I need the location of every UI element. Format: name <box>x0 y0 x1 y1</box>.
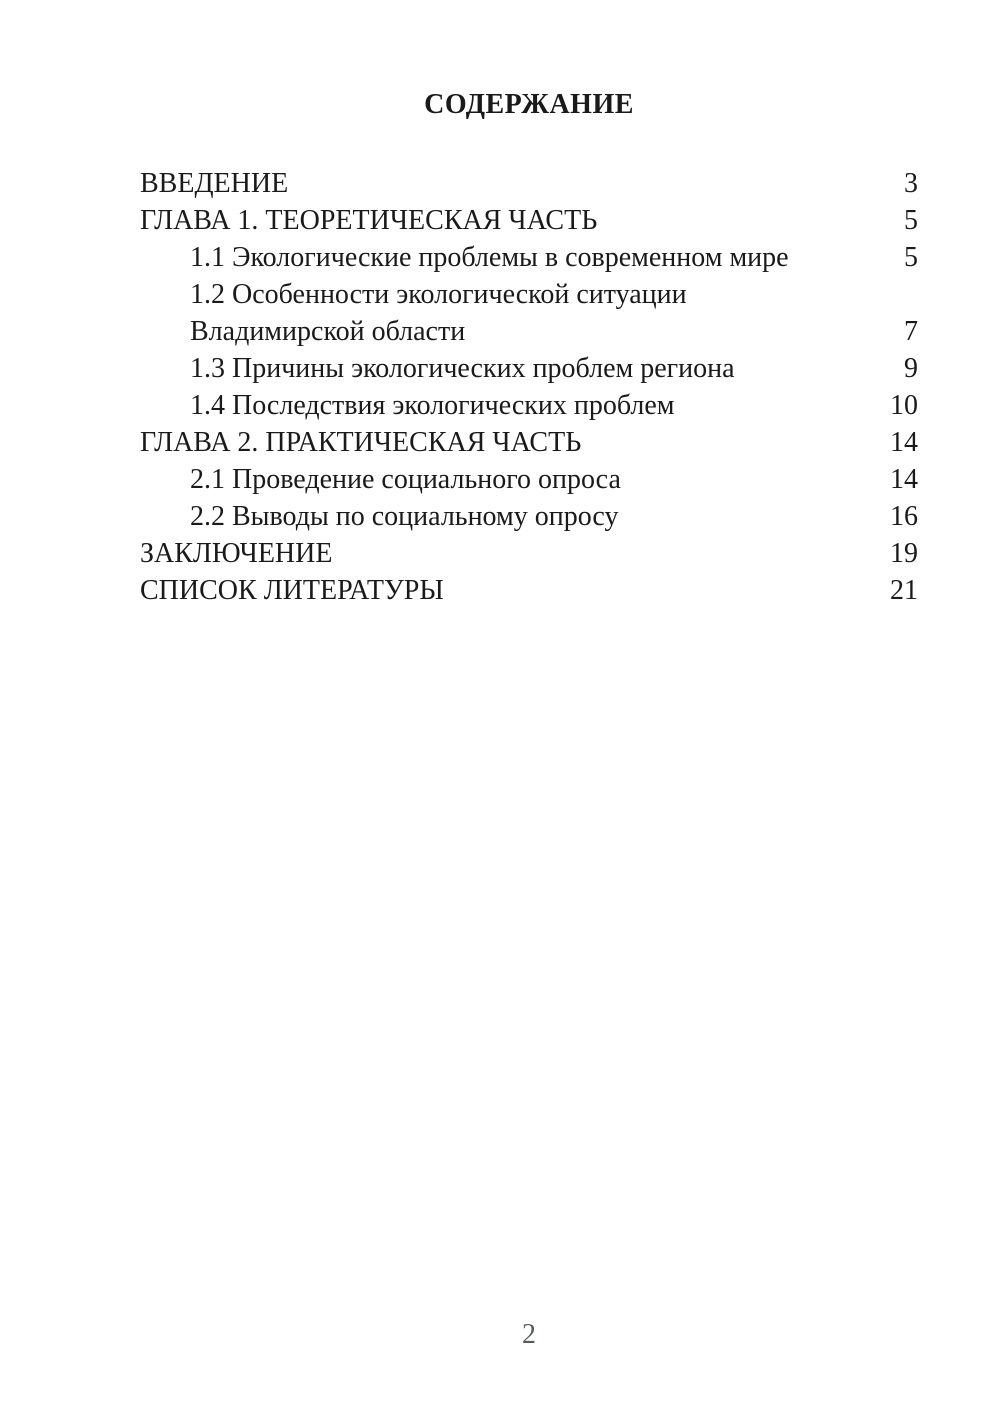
toc-entry <box>140 387 918 424</box>
toc-entry-page: 9 <box>904 353 918 384</box>
toc-entry-page: 21 <box>890 575 918 606</box>
toc-content <box>140 86 918 609</box>
toc-entry-label: 1.3 Причины экологических проблем региона <box>190 353 735 384</box>
toc-entry <box>140 535 918 572</box>
toc-entry-label: ГЛАВА 2. ПРАКТИЧЕСКАЯ ЧАСТЬ <box>140 427 582 458</box>
toc-entry-page: 5 <box>904 242 918 273</box>
toc-entry <box>140 202 918 239</box>
toc-list <box>140 165 918 609</box>
toc-entry-label: ГЛАВА 1. ТЕОРЕТИЧЕСКАЯ ЧАСТЬ <box>140 205 598 236</box>
toc-entry <box>140 165 918 202</box>
toc-entry-page: 5 <box>904 205 918 236</box>
toc-entry-label: 2.2 Выводы по социальному опросу <box>190 501 619 532</box>
toc-entry-label: ВВЕДЕНИЕ <box>140 168 289 199</box>
toc-title: СОДЕРЖАНИЕ <box>424 89 634 120</box>
footer-page-number: 2 <box>522 1319 536 1350</box>
toc-entry-page: 14 <box>890 427 918 458</box>
toc-entry-page: 7 <box>904 316 918 347</box>
toc-entry-page: 16 <box>890 501 918 532</box>
toc-entry-label: 1.1 Экологические проблемы в современном мире <box>190 242 789 273</box>
toc-entry <box>140 461 918 498</box>
toc-entry-label: 2.1 Проведение социального опроса <box>190 464 621 495</box>
toc-entry-label: ЗАКЛЮЧЕНИЕ <box>140 538 333 569</box>
toc-entry-page: 19 <box>890 538 918 569</box>
toc-entry-page: 3 <box>904 168 918 199</box>
toc-entry <box>140 424 918 461</box>
toc-entry-page: 10 <box>890 390 918 421</box>
toc-entry <box>140 276 918 350</box>
toc-entry-label: 1.2 Особенности экологической ситуации Владимирской области <box>190 279 687 347</box>
toc-entry-label: 1.4 Последствия экологических проблем <box>190 390 675 421</box>
toc-entry <box>140 350 918 387</box>
toc-entry-page: 14 <box>890 464 918 495</box>
toc-entry <box>140 572 918 609</box>
toc-entry <box>140 498 918 535</box>
toc-entry-label: СПИСОК ЛИТЕРАТУРЫ <box>140 575 444 606</box>
toc-entry <box>140 239 918 276</box>
